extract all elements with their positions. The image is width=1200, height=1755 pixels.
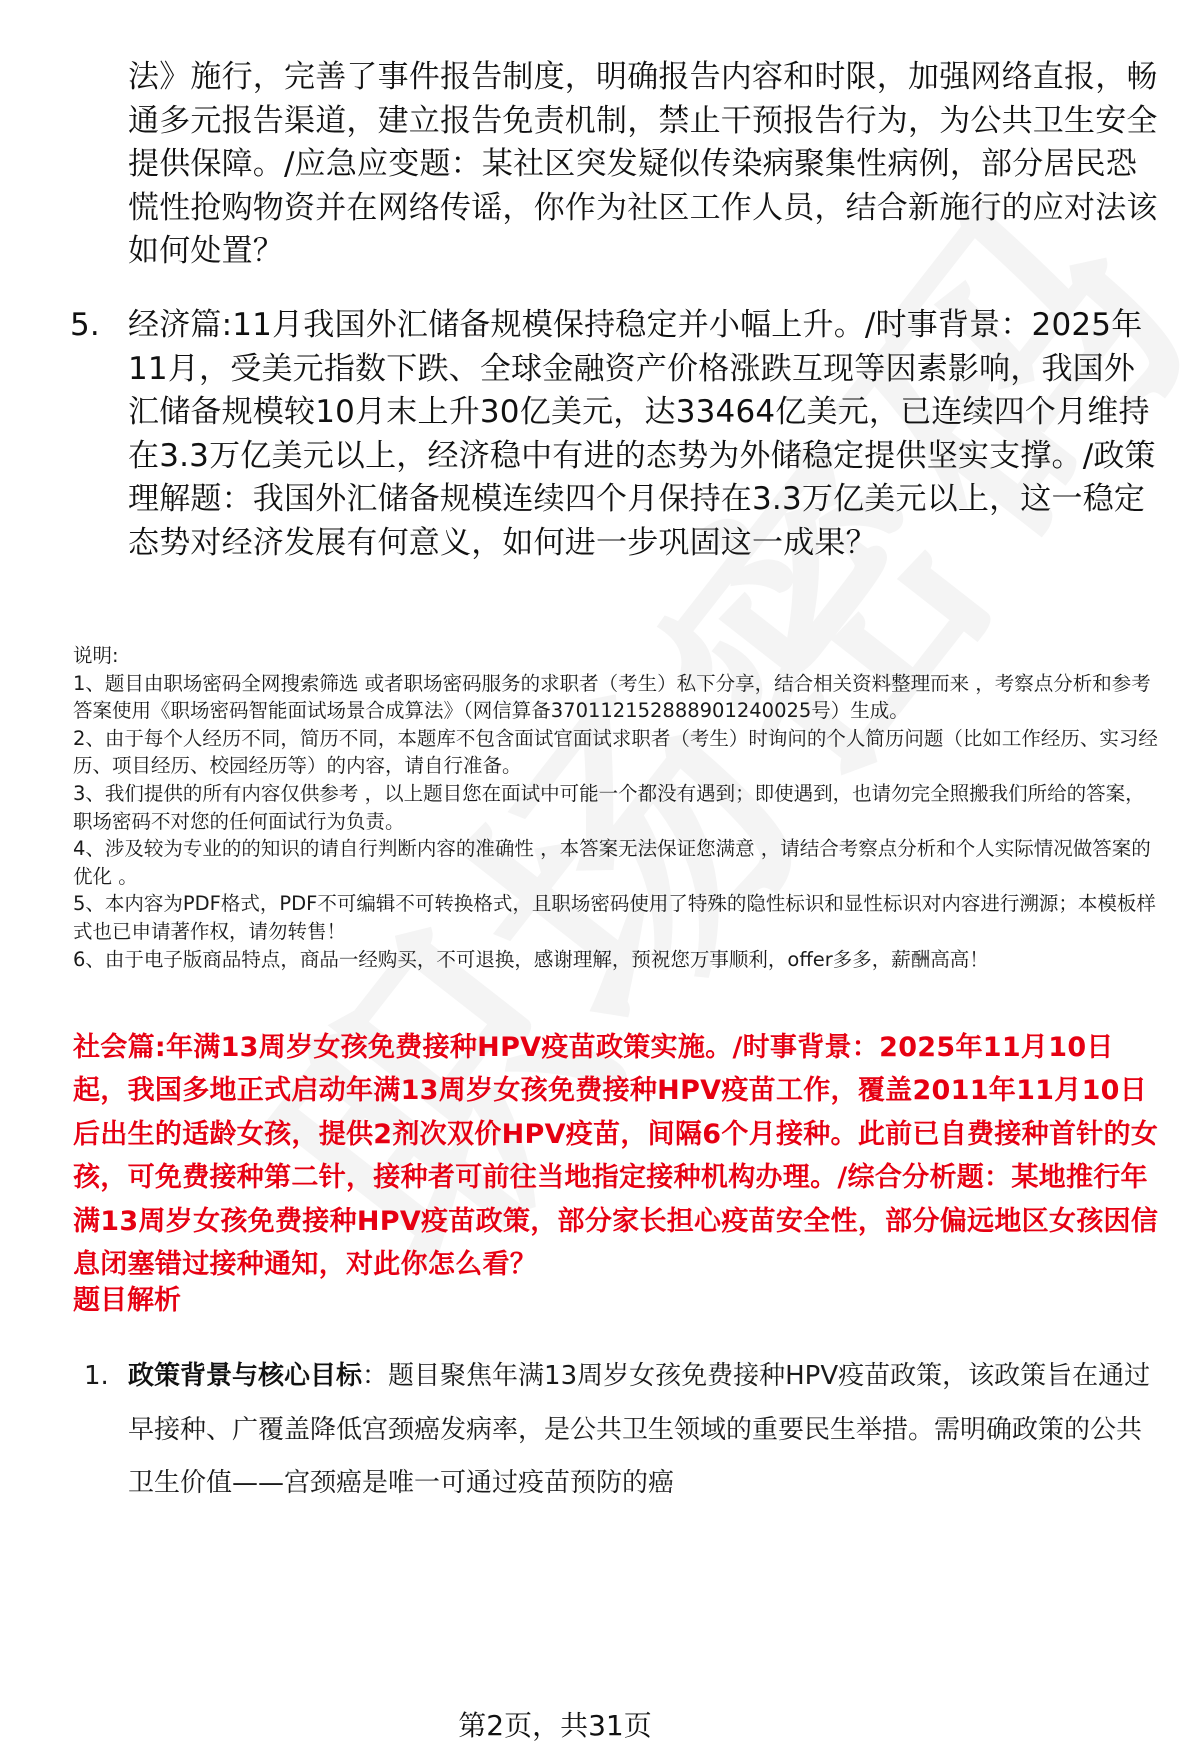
analysis-item	[84, 1350, 1164, 1511]
note-item: 1、题目由职场密码全网搜索筛选 或者职场密码服务的求职者（考生）私下分享，结合相关资料整理而来 ，考察点分析和参考答案使用《职场密码智能面试场景合成算法》（网信算备370112152888901240025号）生成。	[73, 671, 1151, 723]
note-item: 6、由于电子版商品特点，商品一经购买，不可退换，感谢理解，预祝您万事顺利，offer多多，薪酬高高！	[73, 947, 989, 971]
page-number: 第2页，共31页	[458, 1709, 652, 1742]
question-item	[70, 304, 1160, 566]
note-item: 2、由于每个人经历不同，简历不同，本题库不包含面试官面试求职者（考生）时询问的个人简历问题（比如工作经历、实习经历、项目经历、校园经历等）的内容，请自行准备。	[73, 726, 1158, 778]
note-item: 3、我们提供的所有内容仅供参考 ，以上题目您在面试中可能一个都没有遇到；即使遇到，也请勿完全照搬我们所给的答案，职场密码不对您的任何面试行为负责。	[73, 781, 1145, 833]
analysis-number: 1.	[84, 1361, 109, 1391]
notes-section	[73, 642, 1163, 973]
note-item: 5、本内容为PDF格式，PDF不可编辑不可转换格式，且职场密码使用了特殊的隐性标识和显性标识对内容进行溯源；本模板样式也已申请著作权，请勿转售！	[73, 892, 1156, 943]
analysis-title: 题目解析	[73, 1285, 181, 1316]
note-item: 4、涉及较为专业的的知识的请自行判断内容的准确性 ，本答案无法保证您满意 ，请结合考察点分析和个人实际情况做答案的优化 。	[73, 837, 1151, 888]
analysis-body: 题目聚焦年满13周岁女孩免费接种HPV疫苗政策，该政策旨在通过早接种、广覆盖降低宫颈癌发病率，是公共卫生领域的重要民生举措。需明确政策的公共卫生价值——宫颈癌是唯一可通过疫苗预防的癌	[128, 1361, 1151, 1499]
analysis-heading: 政策背景与核心目标	[128, 1361, 363, 1391]
analysis-separator: ：	[362, 1361, 389, 1391]
intro-paragraph: 法》施行，完善了事件报告制度，明确报告内容和时限，加强网络直报，畅通多元报告渠道，建立报告免责机制，禁止干预报告行为，为公共卫生安全提供保障。/应急应变题：某社区突发疑似传染病聚集性病例，部分居民恐慌性抢购物资并在网络传谣，你作为社区工作人员，结合新施行的应对法该如何处置？	[128, 59, 1158, 270]
featured-question: 社会篇:年满13周岁女孩免费接种HPV疫苗政策实施。/时事背景：2025年11月10日起，我国多地正式启动年满13周岁女孩免费接种HPV疫苗工作，覆盖2011年11月10日后出生的适龄女孩，提供2剂次双价HPV疫苗，间隔6个月接种。此前已自费接种首针的女孩，可免费接种第二针，接种者可前往当地指定接种机构办理。/综合分析题：某地推行年满13周岁女孩免费接种HPV疫苗政策，部分家长担心疫苗安全性，部分偏远地区女孩因信息闭塞错过接种通知，对此你怎么看？	[73, 1032, 1159, 1281]
analysis-text-wrap	[128, 1350, 1158, 1511]
notes-title: 说明:	[73, 644, 119, 667]
question-number: 5.	[70, 307, 100, 343]
question-text: 经济篇:11月我国外汇储备规模保持稳定并小幅上升。/时事背景：2025年11月，受美元指数下跌、全球金融资产价格涨跌互现等因素影响，我国外汇储备规模较10月末上升30亿美元，达33464亿美元，已连续四个月维持在3.3万亿美元以上，经济稳中有进的态势为外储稳定提供坚实支撑。/政策理解题：我国外汇储备规模连续四个月保持在3.3万亿美元以上，这一稳定态势对经济发展有何意义，如何进一步巩固这一成果？	[128, 307, 1156, 561]
